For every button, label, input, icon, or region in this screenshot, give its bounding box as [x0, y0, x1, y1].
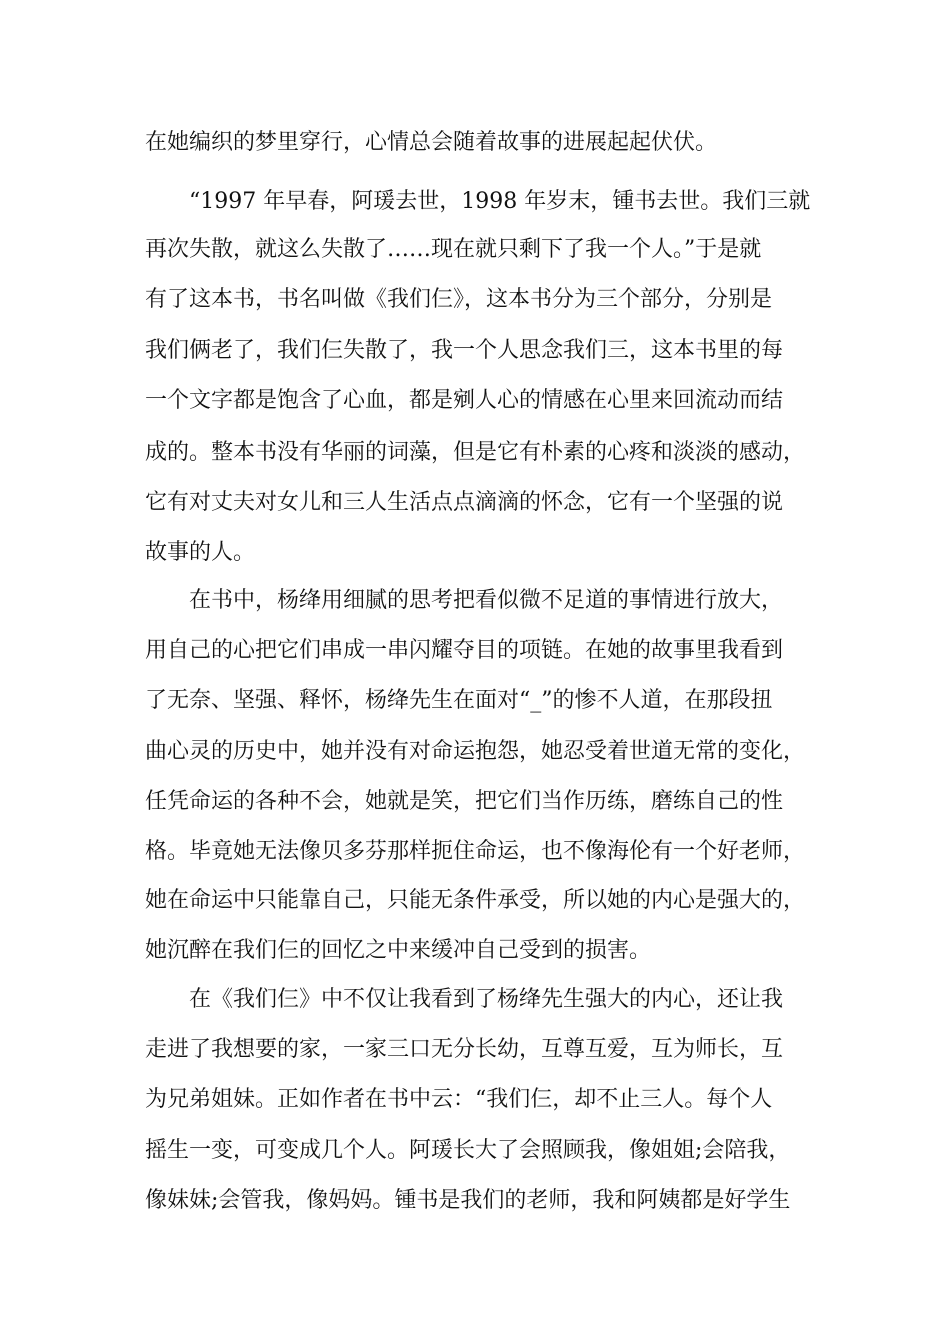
text-line: 在她编织的梦里穿行，心情总会随着故事的进展起起伏伏。: [145, 130, 718, 155]
text-line: 曲心灵的历史中，她并没有对命运抱怨，她忍受着世道无常的变化，: [145, 739, 806, 764]
text-line: 它有对丈夫对女儿和三人生活点点滴滴的怀念，它有一个坚强的说: [145, 490, 784, 515]
text-line: 任凭命运的各种不会，她就是笑，把它们当作历练，磨练自己的性: [145, 789, 784, 814]
text-line: 成的。整本书没有华丽的词藻，但是它有朴素的心疼和淡淡的感动，: [145, 440, 806, 465]
text-line: 故事的人。: [145, 540, 256, 565]
text-line: 她沉醉在我们仨的回忆之中来缓冲自己受到的损害。: [145, 938, 652, 963]
text-line: 了无奈、坚强、释怀，杨绛先生在面对“_”的惨不人道，在那段扭: [145, 688, 773, 713]
text-line: 有了这本书，书名叫做《我们仨》，这本书分为三个部分，分别是: [145, 287, 773, 312]
paragraph-start-line: 在《我们仨》中不仅让我看到了杨绛先生强大的内心，还让我: [189, 987, 784, 1012]
text-line: 走进了我想要的家，一家三口无分长幼，互尊互爱，互为师长，互: [145, 1037, 784, 1062]
text-line: 她在命运中只能靠自己，只能无条件承受，所以她的内心是强大的，: [145, 888, 806, 913]
text-line: 再次失散，就这么失散了……现在就只剩下了我一个人。”于是就: [145, 237, 762, 262]
text-line: 我们俩老了，我们仨失散了，我一个人思念我们三，这本书里的每: [145, 338, 784, 363]
text-line: 用自己的心把它们串成一串闪耀夺目的项链。在她的故事里我看到: [145, 638, 784, 663]
text-line: 格。毕竟她无法像贝多芬那样扼住命运，也不像海伦有一个好老师，: [145, 839, 806, 864]
paragraph-start-line: “1997 年早春，阿瑗去世，1998 年岁末，锺书去世。我们三就: [189, 189, 811, 214]
text-line: 像妹妹;会管我，像妈妈。锺书是我们的老师，我和阿姨都是好学生: [145, 1188, 791, 1213]
text-line: 一个文字都是饱含了心血，都是剜人心的情感在心里来回流动而结: [145, 388, 784, 413]
text-line: 为兄弟姐妹。正如作者在书中云：“我们仨，却不止三人。每个人: [145, 1087, 773, 1112]
text-line: 摇生一变，可变成几个人。阿瑗长大了会照顾我，像姐姐;会陪我，: [145, 1138, 791, 1163]
paragraph-start-line: 在书中，杨绛用细腻的思考把看似微不足道的事情进行放大，: [189, 588, 784, 613]
